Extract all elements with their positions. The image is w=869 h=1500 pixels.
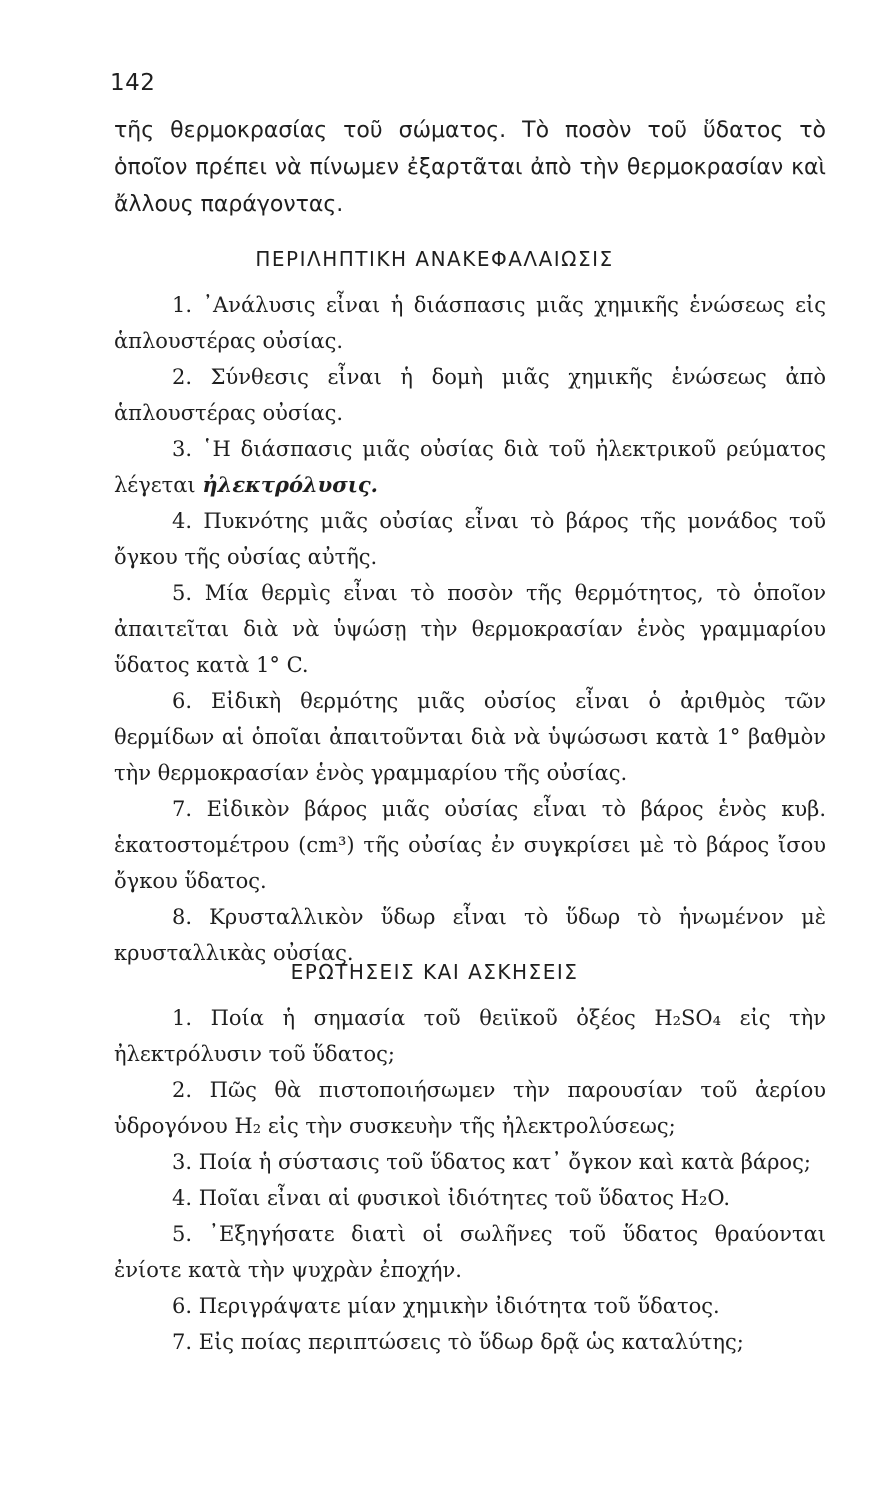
question-item-2: 2. Πῶς θὰ πιστοποιήσωμεν τὴν παρουσίαν τοῦ ἀερίου ὑδρογόνου H₂ εἰς τὴν συσκευὴν τῆς ἠλεκτρολύσεως; xyxy=(114,1078,826,1138)
summary-item-3: 3. ῾Η διάσπασις μιᾶς οὐσίας διὰ τοῦ ἠλεκτρικοῦ ρεύματος λέγεται ἠλεκτρόλυσις. xyxy=(114,437,826,497)
summary-item-7: 7. Εἰδικὸν βάρος μιᾶς οὐσίας εἶναι τὸ βάρος ἑνὸς κυβ. ἑκατοστομέτρου (cm³) τῆς οὐσίας ἐν συγκρίσει μὲ τὸ βάρος ἴσου ὄγκου ὕδατος. xyxy=(114,797,826,893)
summary-item-4: 4. Πυκνότης μιᾶς οὐσίας εἶναι τὸ βάρος τῆς μονάδος τοῦ ὄγκου τῆς οὐσίας αὐτῆς. xyxy=(114,509,826,569)
questions-list xyxy=(114,1000,826,1360)
question-item-3: 3. Ποία ἡ σύστασις τοῦ ὕδατος κατ᾿ ὄγκον καὶ κατὰ βάρος; xyxy=(172,1150,811,1174)
question-item-4: 4. Ποῖαι εἶναι αἱ φυσικοὶ ἰδιότητες τοῦ ὕδατος H₂O. xyxy=(172,1186,731,1210)
summary-item-2: 2. Σύνθεσις εἶναι ἡ δομὴ μιᾶς χημικῆς ἑνώσεως ἀπὸ ἁπλουστέρας οὐσίας. xyxy=(114,365,826,425)
summary-list xyxy=(114,287,826,971)
page-number: 142 xyxy=(110,70,156,96)
summary-heading: ΠΕΡΙΛΗΠΤΙΚΗ ΑΝΑΚΕΦΑΛΑΙΩΣΙΣ xyxy=(255,247,614,271)
question-item-5: 5. ᾿Εξηγήσατε διατὶ οἱ σωλῆνες τοῦ ὕδατος θραύονται ἐνίοτε κατὰ τὴν ψυχρὰν ἐποχήν. xyxy=(114,1222,826,1282)
summary-item-6: 6. Εἰδικὴ θερμότης μιᾶς οὐσίος εἶναι ὁ ἀριθμὸς τῶν θερμίδων αἱ ὁποῖαι ἀπαιτοῦνται διὰ νὰ ὑψώσωσι κατὰ 1° βαθμὸν τὴν θερμοκρασίαν ἑνὸς γραμμαρίου τῆς οὐσίας. xyxy=(114,689,826,785)
question-item-7: 7. Εἰς ποίας περιπτώσεις τὸ ὕδωρ δρᾷ ὡς καταλύτης; xyxy=(172,1330,744,1354)
key-term: ἠλεκτρόλυσις. xyxy=(202,472,378,497)
summary-item-1: 1. ᾿Ανάλυσις εἶναι ἡ διάσπασις μιᾶς χημικῆς ἑνώσεως εἰς ἁπλουστέρας οὐσίας. xyxy=(114,293,826,353)
intro-paragraph: τῆς θερμοκρασίας τοῦ σώματος. Τὸ ποσὸν τοῦ ὕδατος τὸ ὁποῖον πρέπει νὰ πίνωμεν ἐξαρτᾶται ἀπὸ τὴν θερμοκρασίαν καὶ ἄλλους παράγοντας. xyxy=(114,118,826,217)
question-item-6: 6. Περιγράψατε μίαν χημικὴν ἰδιότητα τοῦ ὕδατος. xyxy=(172,1294,720,1318)
summary-item-8: 8. Κρυσταλλικὸν ὕδωρ εἶναι τὸ ὕδωρ τὸ ἡνωμένον μὲ κρυσταλλικὰς οὐσίας. xyxy=(114,905,826,965)
question-item-1: 1. Ποία ἡ σημασία τοῦ θειϊκοῦ ὀξέος H₂SO₄ εἰς τὴν ἠλεκτρόλυσιν τοῦ ὕδατος; xyxy=(114,1006,826,1066)
summary-item-5: 5. Μία θερμὶς εἶναι τὸ ποσὸν τῆς θερμότητος, τὸ ὁποῖον ἀπαιτεῖται διὰ νὰ ὑψώσῃ τὴν θερμοκρασίαν ἑνὸς γραμμαρίου ὕδατος κατὰ 1° C. xyxy=(114,581,826,677)
questions-heading: ΕΡΩΤΗΣΕΙΣ ΚΑΙ ΑΣΚΗΣΕΙΣ xyxy=(290,960,579,984)
